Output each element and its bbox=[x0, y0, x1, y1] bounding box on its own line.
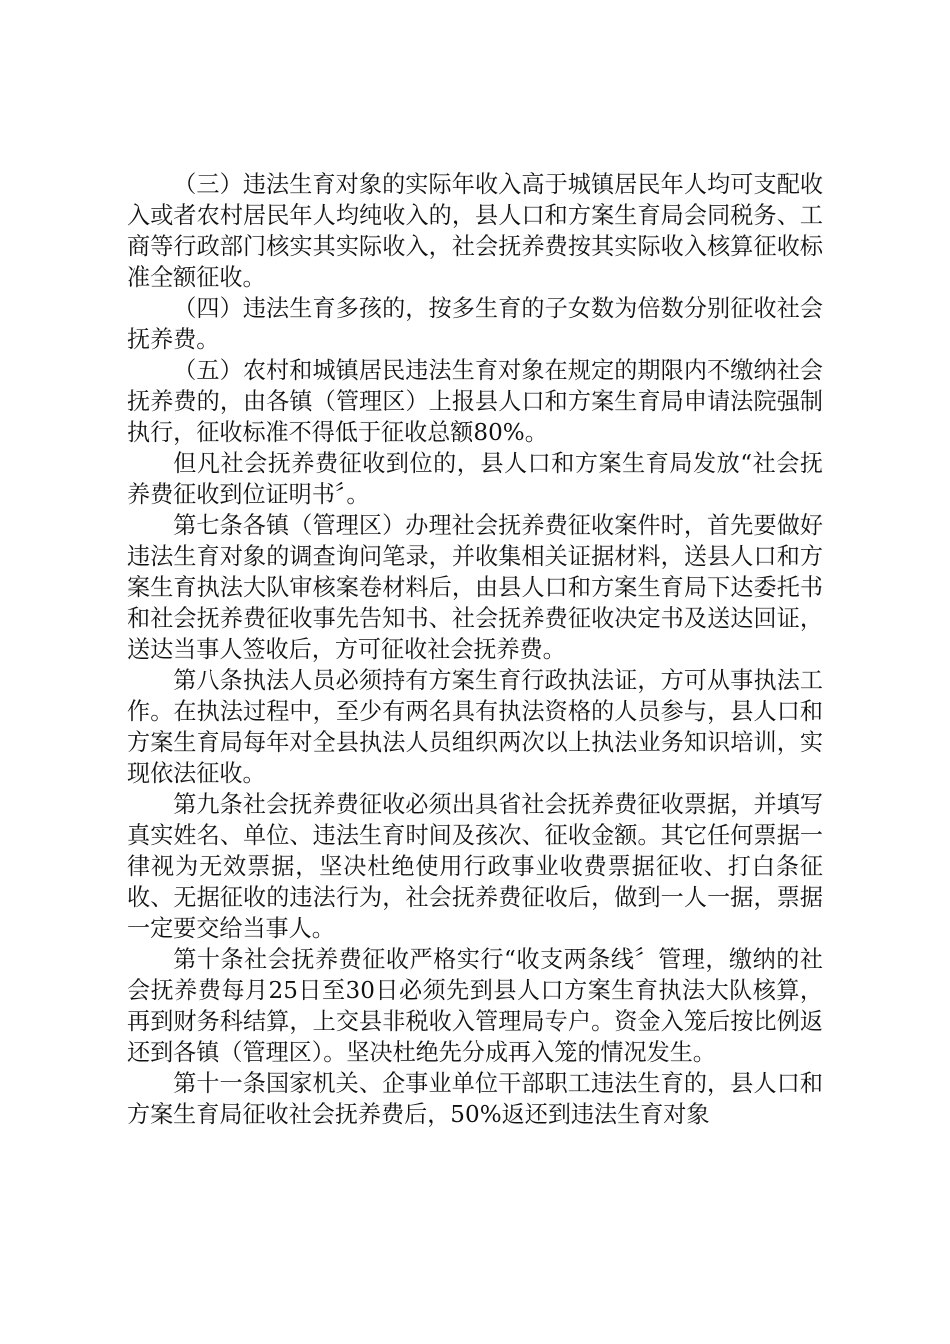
paragraph-item-5: （五）农村和城镇居民违法生育对象在规定的期限内不缴纳社会抚养费的，由各镇（管理区）上报县人口和方案生育局申请法院强制执行，征收标准不得低于征收总额80%。 bbox=[127, 358, 823, 446]
paragraph-item-4: （四）违法生育多孩的，按多生育的子女数为倍数分别征收社会抚养费。 bbox=[127, 296, 823, 353]
paragraph-article-10: 第十条社会抚养费征收严格实行“收支两条线〞管理，缴纳的社会抚养费每月25日至30日必须先到县人口方案生育执法大队核算，再到财务科结算，上交县非税收入管理局专户。资金入笼后按比例返还到各镇（管理区）。坚决杜绝先分成再入笼的情况发生。 bbox=[127, 947, 823, 1066]
paragraph-article-7: 第七条各镇（管理区）办理社会抚养费征收案件时，首先要做好违法生育对象的调查询问笔录，并收集相关证据材料，送县人口和方案生育执法大队审核案卷材料后，由县人口和方案生育局下达委托书和社会抚养费征收事先告知书、社会抚养费征收决定书及送达回证，送达当事人签收后，方可征收社会抚养费。 bbox=[127, 513, 823, 663]
paragraph-article-8: 第八条执法人员必须持有方案生育行政执法证，方可从事执法工作。在执法过程中，至少有两名具有执法资格的人员参与，县人口和方案生育局每年对全县执法人员组织两次以上执法业务知识培训，实现依法征收。 bbox=[127, 668, 823, 787]
paragraph-article-11: 第十一条国家机关、企事业单位干部职工违法生育的，县人口和方案生育局征收社会抚养费后，50%返还到违法生育对象 bbox=[127, 1071, 823, 1128]
paragraph-certificate: 但凡社会抚养费征收到位的，县人口和方案生育局发放“社会抚养费征收到位证明书〞。 bbox=[127, 451, 823, 508]
document-body bbox=[127, 170, 823, 1131]
paragraph-item-3: （三）违法生育对象的实际年收入高于城镇居民年人均可支配收入或者农村居民年人均纯收入的，县人口和方案生育局会同税务、工商等行政部门核实其实际收入，社会抚养费按其实际收入核算征收标准全额征收。 bbox=[127, 172, 823, 291]
paragraph-article-9: 第九条社会抚养费征收必须出具省社会抚养费征收票据，并填写真实姓名、单位、违法生育时间及孩次、征收金额。其它任何票据一律视为无效票据，坚决杜绝使用行政事业收费票据征收、打白条征收、无据征收的违法行为，社会抚养费征收后，做到一人一据，票据一定要交给当事人。 bbox=[127, 792, 823, 942]
